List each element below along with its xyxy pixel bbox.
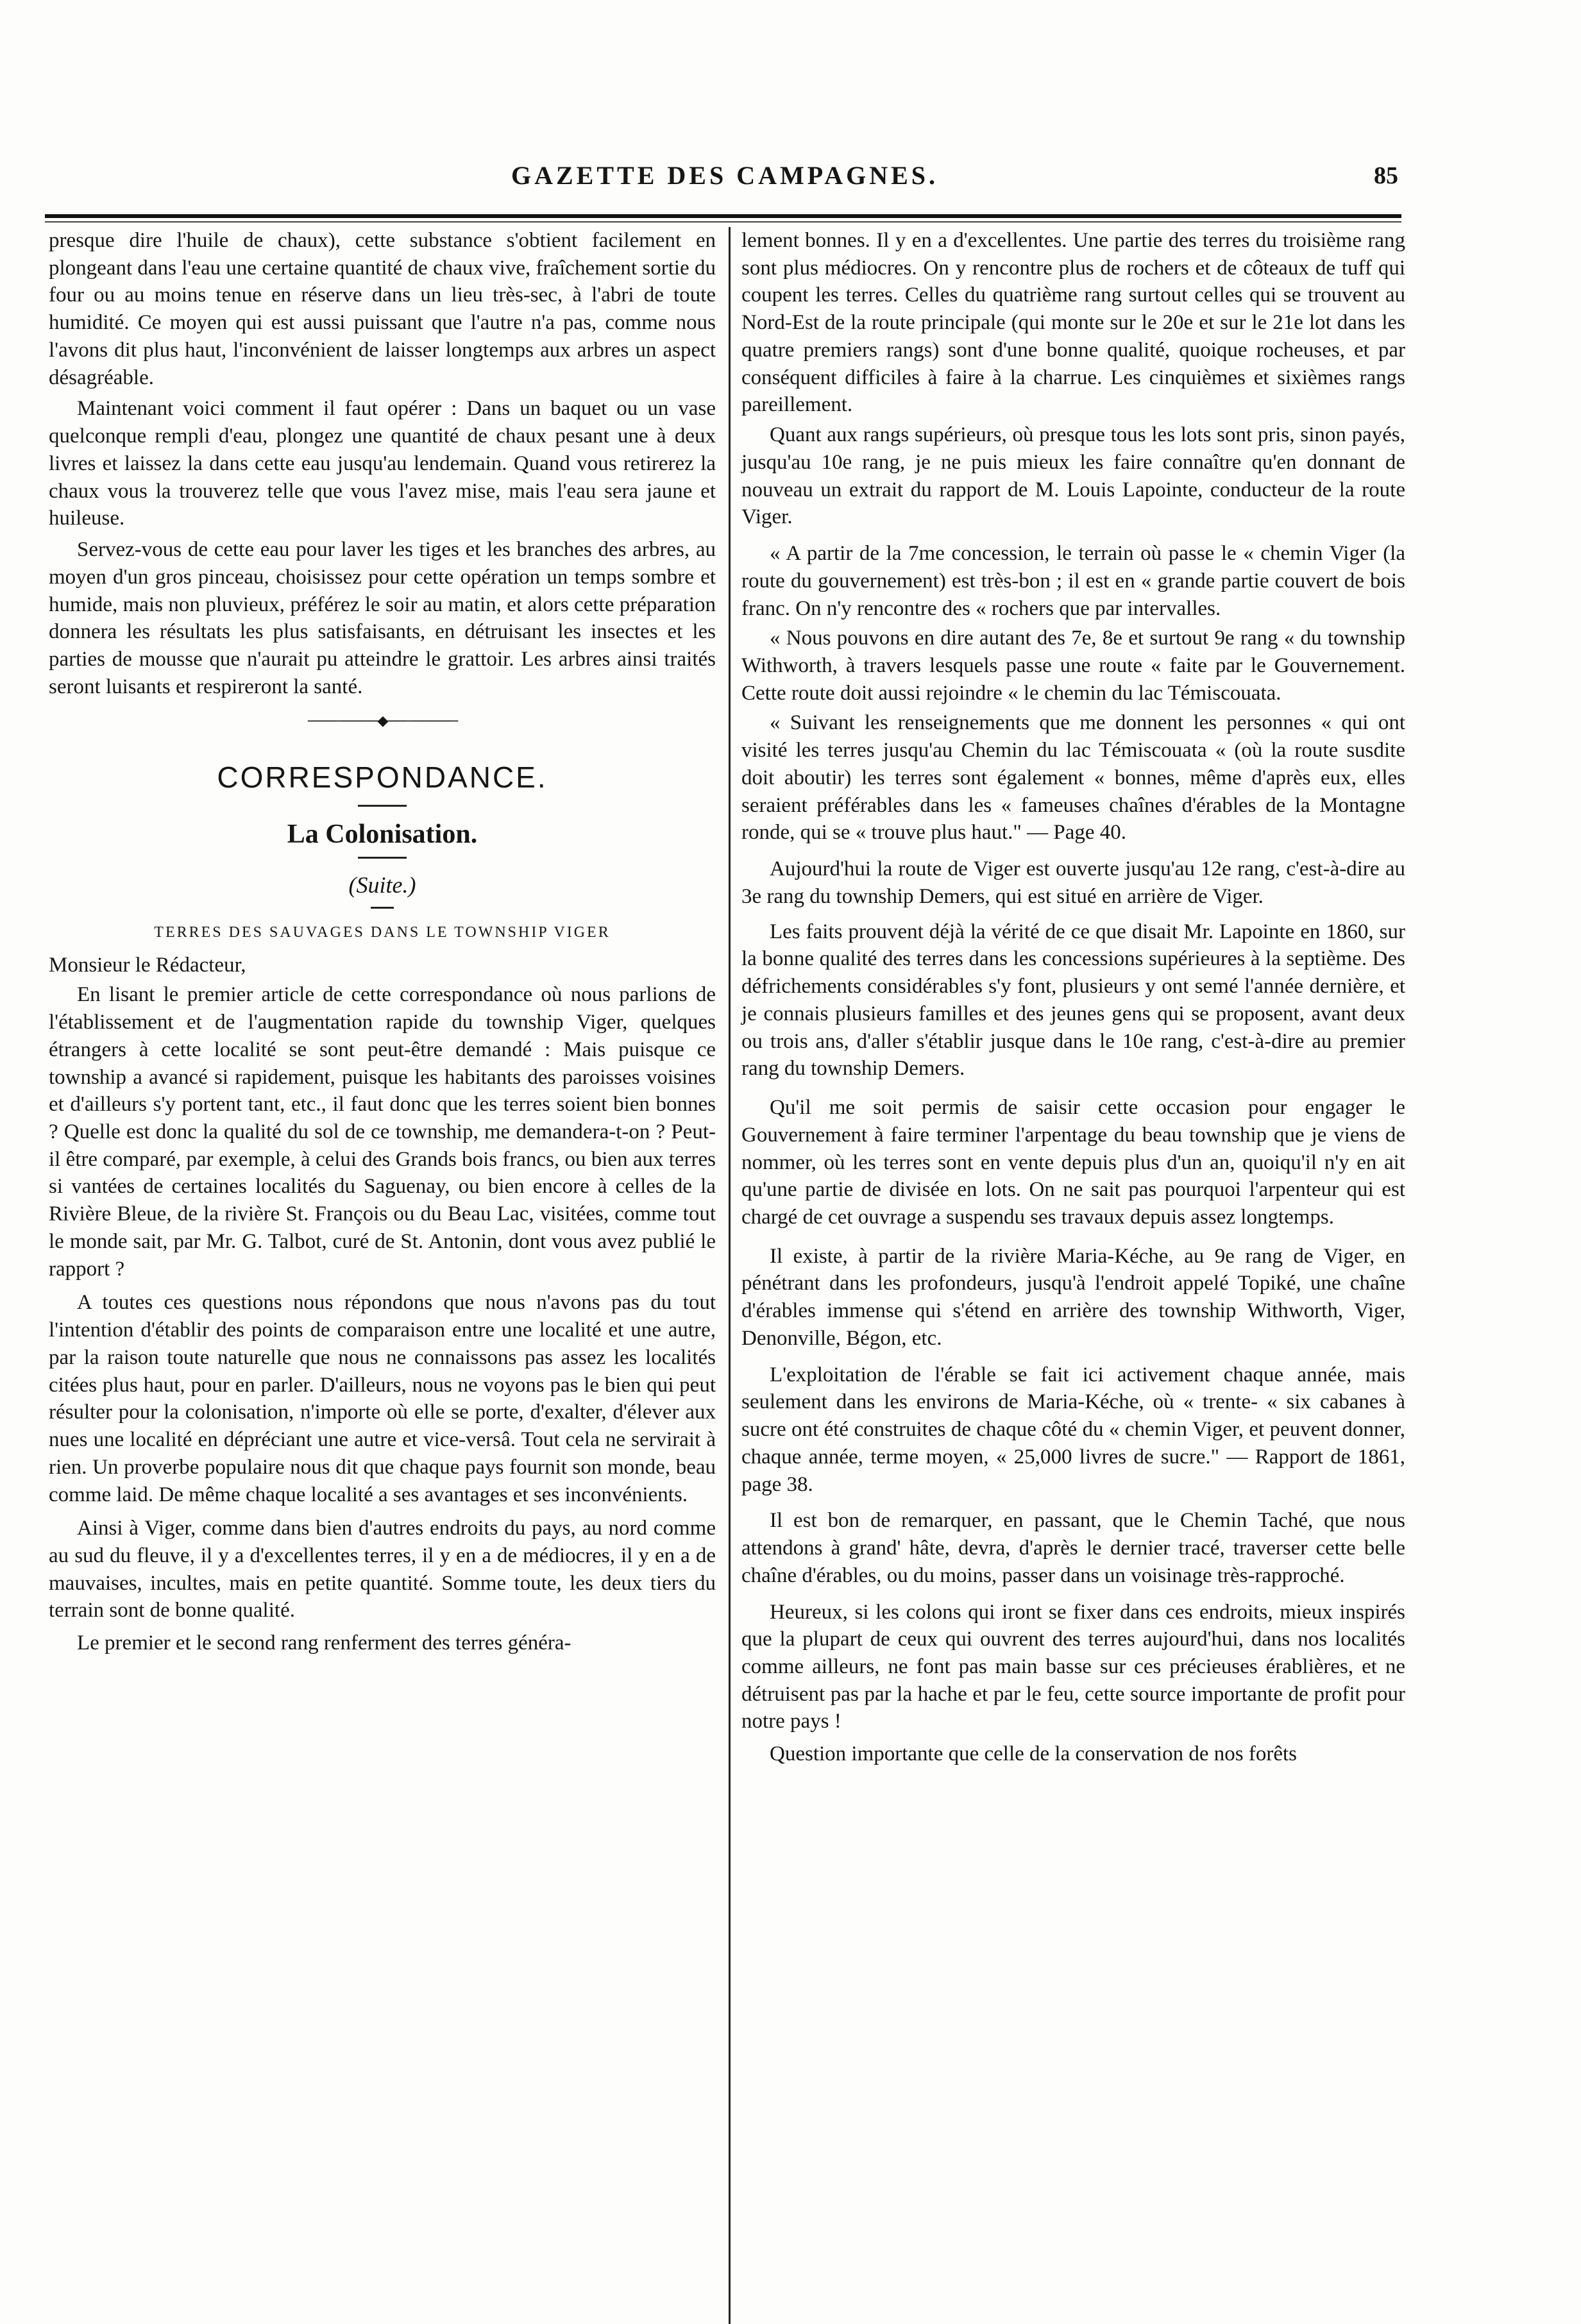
header-rule-thin (45, 221, 1401, 223)
paragraph: Ainsi à Viger, comme dans bien d'autres endroits du pays, au nord comme au sud du fleuve, il y a d'excellentes terres, il y en a de médiocres, il y en a de mauvaises, incultes, mais en petite quantité. Somme toute, les deux tiers du terrain sont de bonne qualité. (49, 1517, 716, 1622)
paragraph: Le premier et le second rang renferment des terres généra- (77, 1631, 571, 1655)
paragraph: Qu'il me soit permis de saisir cette occasion pour engager le Gouvernement à faire terminer l'arpentage du beau township que je viens de nommer, où les terres sont en vente depuis plus d'un an, quoiqu'il n'y en ait qu'une partie de divisée en lots. On ne sait pas pourquoi l'arpenteur qui est chargé de cet ouvrage a suspendu ses travaux depuis assez longtemps. (741, 1096, 1405, 1229)
ornamental-rule: ────────◆──────── (307, 712, 457, 729)
paragraph: Quant aux rangs supérieurs, où presque tous les lots sont pris, sinon payés, jusqu'au 10e rang, je ne puis mieux les faire connaître qu'en donnant de nouveau un extrait du rapport de M. Louis Lapointe, conducteur de la route Viger. (741, 423, 1405, 529)
paragraph: En lisant le premier article de cette correspondance où nous parlions de l'établissement et de l'augmentation rapide du township Viger, quelques étrangers à cette localité se sont peut-être demandé : Mais puisque ce township a avancé si rapidement, puisque les habitants des paroisses voisines et d'ailleurs s'y portent tant, etc., il faut donc que les terres soient bien bonnes ? Quelle est donc la qualité du sol de ce township, me demandera-t-on ? Peut-il être comparé, par exemple, à celui des Grands bois francs, ou bien aux terres si vantées de certaines localités du Saguenay, ou bien encore à celles de la Rivière Bleue, de la rivière St. François ou du Beau Lac, visitées, comme tout le monde sait, par Mr. G. Talbot, curé de St. Antonin, dont vous avez publié le rapport ? (49, 983, 716, 1281)
page-header (58, 160, 1398, 205)
paragraph: Aujourd'hui la route de Viger est ouverte jusqu'au 12e rang, c'est-à-dire au 3e rang du township Demers, qui est situé en arrière de Viger. (741, 857, 1405, 908)
right-column (741, 227, 1405, 1768)
tiny-rule (371, 907, 394, 909)
running-title: GAZETTE DES CAMPAGNES. (511, 161, 938, 190)
left-column (49, 227, 716, 1657)
section-heading: CORRESPONDANCE. (217, 760, 548, 794)
short-rule (358, 857, 407, 859)
salutation: Monsieur le Rédacteur, (49, 953, 246, 977)
paragraph: Servez-vous de cette eau pour laver les tiges et les branches des arbres, au moyen d'un gros pinceau, choisissez pour cette opération un temps sombre et humide, mais non pluvieux, préférez le soir au matin, et alors cette préparation donnera les résultats les plus satisfaisants, en détruisant les insectes et les parties de mousse que n'aurait pu atteindre le grattoir. Les arbres ainsi traités seront luisants et respireront la santé. (49, 538, 716, 698)
quotation: « A partir de la 7me concession, le terrain où passe le « chemin Viger (la route du gouvernement) est très-bon ; il est en « grande partie couvert de bois franc. On n'y rencontre des « rochers que par intervalles. (741, 542, 1405, 620)
paragraph: L'exploitation de l'érable se fait ici activement chaque année, mais seulement dans les environs de Maria-Kéche, où « trente- « six cabanes à sucre ont été construites de chaque côté du « chemin Viger, et peuvent donner, chaque année, terme moyen, « 25,000 livres de sucre." — Rapport de 1861, page 38. (741, 1363, 1405, 1496)
quotation: « Suivant les renseignements que me donnent les personnes « qui ont visité les terres jusqu'au Chemin du lac Témiscouata « (où la route susdite doit aboutir) les terres sont également « bonnes, même d'après eux, elles seraient préférables dans les « fameuses chaînes d'érables de la Montagne ronde, qui se « trouve plus haut." — Page 40. (741, 711, 1405, 845)
paragraph: Heureux, si les colons qui iront se fixer dans ces endroits, mieux inspirés que la plupart de ceux qui ouvrent des terres aujourd'hui, dans nos localités comme ailleurs, ne font pas main basse sur ces précieuses érablières, et ne détruisent pas par la hache et par le feu, cette source importante de profit pour notre pays ! (741, 1600, 1405, 1733)
paragraph: A toutes ces questions nous répondons que nous n'avons pas du tout l'intention d'établir des points de comparaison entre une localité et une autre, par la raison toute naturelle que nous ne connaissons pas assez les localités citées plus haut, pour en parler. D'ailleurs, nous ne voyons pas le bien qui peut résulter pour la colonisation, n'importe où elle se porte, d'exalter, d'élever aux nues une localité en dépréciant une autre et vice-versâ. Tout cela ne servirait à rien. Un proverbe populaire nous dit que chaque pays fournit son monde, beau comme laid. De même chaque localité a ses avantages et ses inconvénients. (49, 1291, 716, 1506)
continuation-note: (Suite.) (348, 872, 416, 898)
page-number: 85 (1374, 162, 1398, 189)
paragraph: Question importante que celle de la conservation de nos forêts (770, 1742, 1297, 1766)
paragraph: Les faits prouvent déjà la vérité de ce que disait Mr. Lapointe en 1860, sur la bonne qualité des terres dans les concessions supérieures à la septième. Des défrichements considérables s'y font, plusieurs y ont semé l'année dernière, et je connais plusieurs familles et des jeunes gens qui se proposent, avant deux ou trois ans, d'aller s'établir jusque dans le 10e rang, c'est-à-dire au premier rang du township Demers. (741, 920, 1405, 1081)
column-divider (729, 227, 731, 2324)
paragraph: Il existe, à partir de la rivière Maria-Kéche, au 9e rang de Viger, en pénétrant dans les profondeurs, jusqu'à l'endroit appelé Topiké, une chaîne d'érables immense qui s'étend en arrière des township Withworth, Viger, Denonville, Bégon, etc. (741, 1244, 1405, 1350)
paragraph: Il est bon de remarquer, en passant, que le Chemin Taché, que nous attendons à grand' hâte, devra, d'après le dernier tracé, traverser cette belle chaîne d'érables, ou du moins, passer dans un voisinage très-rapproché. (741, 1509, 1405, 1587)
short-rule (358, 805, 407, 807)
article-title: La Colonisation. (287, 819, 478, 849)
paragraph: lement bonnes. Il y en a d'excellentes. Une partie des terres du troisième rang sont plus médiocres. On y rencontre plus de rochers et de côteaux de tuff qui coupent les terres. Celles du quatrième rang surtout celles qui se trouvent au Nord-Est de la route principale (qui monte sur le 20e et sur le 21e lot dans les quatre premiers rangs) sont d'une bonne qualité, quoique rocheuses, et par conséquent difficiles à faire à la charrue. Les cinquièmes et sixièmes rangs pareillement. (741, 229, 1405, 417)
paragraph: Maintenant voici comment il faut opérer : Dans un baquet ou un vase quelconque rempli d'eau, plongez une quantité de chaux pesant une à deux livres et laissez la dans cette eau jusqu'au lendemain. Quand vous retirerez la chaux vous la trouverez telle que vous l'avez mise, mais l'eau sera jaune et huileuse. (49, 397, 716, 530)
header-rule (45, 214, 1401, 218)
paragraph: presque dire l'huile de chaux), cette substance s'obtient facilement en plongeant dans l'eau une certaine quantité de chaux vive, fraîchement sortie du four ou au moins tenue en réserve dans un lieu très-sec, à l'abri de toute humidité. Ce moyen qui est aussi puissant que l'autre n'a pas, comme nous l'avons dit plus haut, l'inconvénient de laisser longtemps aux arbres un aspect désagréable. (49, 229, 716, 389)
quotation: « Nous pouvons en dire autant des 7e, 8e et surtout 9e rang « du township Withworth, à travers lesquels passe une route « faite par le Gouvernement. Cette route doit aussi rejoindre « le chemin du lac Témiscouata. (741, 627, 1405, 705)
article-subheading: TERRES DES SAUVAGES DANS LE TOWNSHIP VIGER (154, 923, 611, 941)
